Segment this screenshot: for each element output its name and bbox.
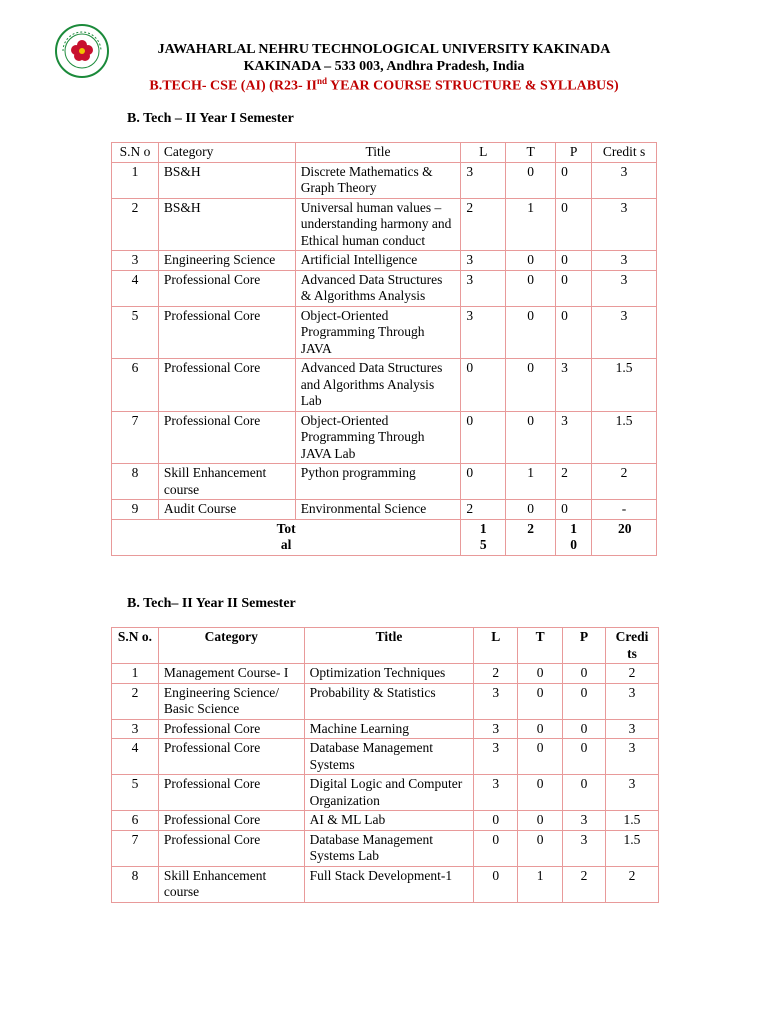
cell-sno: 7 xyxy=(112,411,159,464)
cell-sno: 3 xyxy=(112,251,159,271)
semester-1-table xyxy=(111,142,657,556)
cell-category: Professional Core xyxy=(158,830,304,866)
cell-credits: 3 xyxy=(592,198,657,251)
table-row xyxy=(112,411,657,464)
cell-sno: 1 xyxy=(112,162,159,198)
cell-category: Management Course- I xyxy=(158,664,304,684)
cell-category: Skill Enhancement course xyxy=(158,464,295,500)
table-row xyxy=(112,664,659,684)
cell-l: 0 xyxy=(474,811,518,831)
column-header-credits: Credi ts xyxy=(605,628,658,664)
cell-credits: 3 xyxy=(592,251,657,271)
cell-p: 0 xyxy=(563,775,606,811)
cell-sno: 1 xyxy=(112,664,159,684)
cell-t: 0 xyxy=(518,719,563,739)
semester-2-rows xyxy=(112,628,659,903)
cell-category: Professional Core xyxy=(158,359,295,412)
column-header-category: Category xyxy=(158,628,304,664)
total-credits: 20 xyxy=(592,519,657,555)
table-row xyxy=(112,775,659,811)
cell-t: 0 xyxy=(506,251,556,271)
cell-category: Professional Core xyxy=(158,811,304,831)
cell-l: 0 xyxy=(461,411,506,464)
cell-p: 0 xyxy=(563,739,606,775)
cell-sno: 4 xyxy=(112,270,159,306)
total-p: 1 0 xyxy=(556,519,592,555)
table-row xyxy=(112,251,657,271)
table-row xyxy=(112,359,657,412)
cell-l: 3 xyxy=(474,739,518,775)
cell-title: Advanced Data Structures & Algorithms Analysis xyxy=(295,270,461,306)
cell-l: 0 xyxy=(474,830,518,866)
cell-credits: 1.5 xyxy=(592,411,657,464)
cell-p: 2 xyxy=(556,464,592,500)
cell-l: 0 xyxy=(474,866,518,902)
cell-category: Professional Core xyxy=(158,270,295,306)
total-l: 1 5 xyxy=(461,519,506,555)
cell-p: 3 xyxy=(563,811,606,831)
cell-title: Object-Oriented Programming Through JAVA xyxy=(295,306,461,359)
cell-t: 0 xyxy=(506,306,556,359)
cell-l: 3 xyxy=(461,270,506,306)
cell-credits: 2 xyxy=(605,664,658,684)
column-header-t: T xyxy=(506,143,556,163)
cell-title: Universal human values – understanding harmony and Ethical human conduct xyxy=(295,198,461,251)
column-header-title: Title xyxy=(295,143,461,163)
header-row xyxy=(112,143,657,163)
cell-l: 0 xyxy=(461,464,506,500)
table-row xyxy=(112,719,659,739)
column-header-category: Category xyxy=(158,143,295,163)
cell-t: 0 xyxy=(518,664,563,684)
cell-title: Probability & Statistics xyxy=(304,683,474,719)
table-row xyxy=(112,683,659,719)
cell-credits: 3 xyxy=(605,683,658,719)
cell-p: 0 xyxy=(563,683,606,719)
cell-l: 3 xyxy=(474,719,518,739)
cell-credits: - xyxy=(592,500,657,520)
cell-sno: 2 xyxy=(112,683,159,719)
column-header-credits: Credit s xyxy=(592,143,657,163)
header-row xyxy=(112,628,659,664)
cell-category: Professional Core xyxy=(158,411,295,464)
cell-credits: 3 xyxy=(592,162,657,198)
cell-sno: 9 xyxy=(112,500,159,520)
university-name: JAWAHARLAL NEHRU TECHNOLOGICAL UNIVERSITY KAKINADA xyxy=(157,42,611,57)
cell-p: 0 xyxy=(556,500,592,520)
cell-title: Artificial Intelligence xyxy=(295,251,461,271)
cell-p: 0 xyxy=(556,162,592,198)
cell-category: Professional Core xyxy=(158,306,295,359)
cell-p: 0 xyxy=(556,306,592,359)
cell-category: BS&H xyxy=(158,162,295,198)
cell-credits: 3 xyxy=(592,306,657,359)
total-t: 2 xyxy=(506,519,556,555)
cell-credits: 3 xyxy=(605,739,658,775)
cell-sno: 5 xyxy=(112,775,159,811)
program-title: B.TECH- CSE (AI) (R23- IInd YEAR COURSE STRUCTURE & SYLLABUS) xyxy=(149,76,619,94)
cell-t: 0 xyxy=(518,830,563,866)
cell-t: 0 xyxy=(518,811,563,831)
cell-l: 3 xyxy=(474,683,518,719)
cell-credits: 3 xyxy=(605,775,658,811)
cell-category: Professional Core xyxy=(158,775,304,811)
cell-credits: 1.5 xyxy=(592,359,657,412)
semester-1-heading: B. Tech – II Year I Semester xyxy=(127,111,294,126)
university-address: KAKINADA – 533 003, Andhra Pradesh, India xyxy=(243,59,525,74)
table-row xyxy=(112,830,659,866)
cell-credits: 1.5 xyxy=(605,830,658,866)
university-logo xyxy=(55,24,109,78)
total-row xyxy=(112,519,657,555)
column-header-p: P xyxy=(563,628,606,664)
cell-category: BS&H xyxy=(158,198,295,251)
cell-credits: 3 xyxy=(605,719,658,739)
cell-l: 3 xyxy=(474,775,518,811)
cell-sno: 2 xyxy=(112,198,159,251)
cell-title: AI & ML Lab xyxy=(304,811,474,831)
table-row xyxy=(112,464,657,500)
column-header-sno: S.N o. xyxy=(112,628,159,664)
cell-category: Professional Core xyxy=(158,739,304,775)
cell-l: 3 xyxy=(461,162,506,198)
cell-t: 1 xyxy=(518,866,563,902)
cell-sno: 7 xyxy=(112,830,159,866)
cell-t: 0 xyxy=(506,359,556,412)
table-row xyxy=(112,866,659,902)
cell-sno: 8 xyxy=(112,464,159,500)
cell-sno: 6 xyxy=(112,359,159,412)
cell-sno: 4 xyxy=(112,739,159,775)
cell-sno: 6 xyxy=(112,811,159,831)
cell-credits: 3 xyxy=(592,270,657,306)
cell-p: 3 xyxy=(563,830,606,866)
table-row xyxy=(112,198,657,251)
cell-title: Environmental Science xyxy=(295,500,461,520)
cell-sno: 5 xyxy=(112,306,159,359)
cell-title: Digital Logic and Computer Organization xyxy=(304,775,474,811)
cell-title: Discrete Mathematics & Graph Theory xyxy=(295,162,461,198)
table-row xyxy=(112,270,657,306)
column-header-t: T xyxy=(518,628,563,664)
cell-t: 0 xyxy=(506,270,556,306)
cell-t: 0 xyxy=(506,500,556,520)
cell-category: Audit Course xyxy=(158,500,295,520)
cell-title: Full Stack Development-1 xyxy=(304,866,474,902)
cell-title: Database Management Systems Lab xyxy=(304,830,474,866)
column-header-sno: S.N o xyxy=(112,143,159,163)
cell-title: Object-Oriented Programming Through JAVA Lab xyxy=(295,411,461,464)
cell-credits: 1.5 xyxy=(605,811,658,831)
cell-category: Skill Enhancement course xyxy=(158,866,304,902)
cell-sno: 3 xyxy=(112,719,159,739)
cell-p: 0 xyxy=(563,719,606,739)
cell-t: 1 xyxy=(506,464,556,500)
cell-l: 0 xyxy=(461,359,506,412)
cell-l: 3 xyxy=(461,251,506,271)
cell-t: 0 xyxy=(518,775,563,811)
table-row xyxy=(112,811,659,831)
cell-p: 0 xyxy=(556,251,592,271)
semester-2-table xyxy=(111,627,659,903)
cell-title: Optimization Techniques xyxy=(304,664,474,684)
table-row xyxy=(112,500,657,520)
cell-p: 0 xyxy=(563,664,606,684)
cell-p: 2 xyxy=(563,866,606,902)
cell-t: 0 xyxy=(506,162,556,198)
column-header-l: L xyxy=(461,143,506,163)
cell-t: 0 xyxy=(518,683,563,719)
cell-t: 0 xyxy=(506,411,556,464)
cell-l: 3 xyxy=(461,306,506,359)
column-header-p: P xyxy=(556,143,592,163)
cell-l: 2 xyxy=(474,664,518,684)
cell-credits: 2 xyxy=(592,464,657,500)
column-header-title: Title xyxy=(304,628,474,664)
cell-t: 0 xyxy=(518,739,563,775)
cell-credits: 2 xyxy=(605,866,658,902)
cell-category: Professional Core xyxy=(158,719,304,739)
cell-p: 3 xyxy=(556,359,592,412)
cell-l: 2 xyxy=(461,500,506,520)
table-row xyxy=(112,739,659,775)
cell-title: Database Management Systems xyxy=(304,739,474,775)
cell-category: Engineering Science xyxy=(158,251,295,271)
cell-p: 0 xyxy=(556,198,592,251)
cell-title: Machine Learning xyxy=(304,719,474,739)
cell-p: 3 xyxy=(556,411,592,464)
column-header-l: L xyxy=(474,628,518,664)
semester-1-rows xyxy=(112,143,657,556)
semester-2-heading: B. Tech– II Year II Semester xyxy=(127,596,296,611)
cell-l: 2 xyxy=(461,198,506,251)
cell-category: Engineering Science/ Basic Science xyxy=(158,683,304,719)
cell-title: Python programming xyxy=(295,464,461,500)
total-label: Tot al xyxy=(112,519,461,555)
cell-sno: 8 xyxy=(112,866,159,902)
cell-p: 0 xyxy=(556,270,592,306)
table-row xyxy=(112,306,657,359)
table-row xyxy=(112,162,657,198)
cell-t: 1 xyxy=(506,198,556,251)
cell-title: Advanced Data Structures and Algorithms Analysis Lab xyxy=(295,359,461,412)
